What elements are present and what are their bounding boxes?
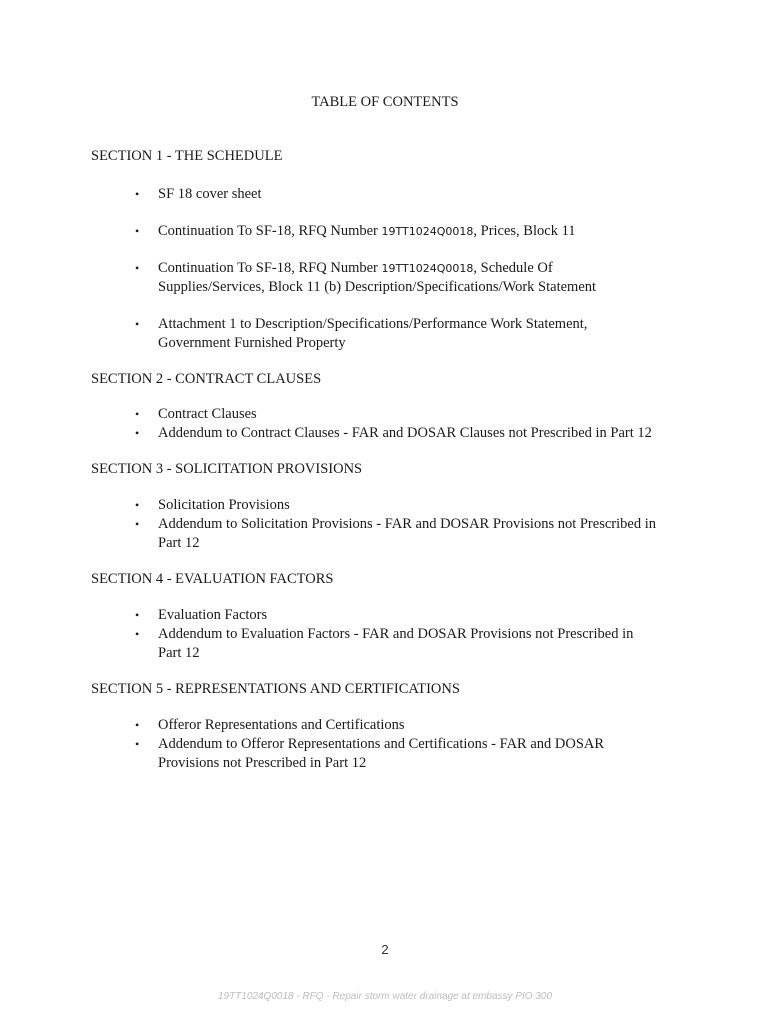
bullet-icon: • (135, 718, 140, 732)
table-of-contents (91, 147, 691, 773)
list-item[interactable] (91, 185, 691, 204)
list-item[interactable] (91, 259, 691, 297)
bullet-icon: • (135, 608, 140, 622)
item-text: Continuation To SF-18, RFQ Number (158, 260, 382, 276)
bullet-icon: • (135, 627, 140, 641)
list-item[interactable] (91, 222, 691, 241)
page-footer: 19TT1024Q0018 - RFQ - Repair storm water drainage at embassy PIO 300 (217, 991, 553, 1002)
section-heading: SECTION 1 - THE SCHEDULE (91, 148, 283, 164)
section-heading: SECTION 5 - REPRESENTATIONS AND CERTIFICATIONS (91, 681, 460, 697)
bullet-icon: • (135, 407, 140, 421)
section-5-items (91, 716, 691, 773)
item-text: Addendum to Evaluation Factors - FAR and DOSAR Provisions not Prescribed in (158, 626, 634, 642)
page-number: 2 (381, 942, 389, 957)
item-text-line2: Provisions not Prescribed in Part 12 (158, 755, 367, 771)
bullet-icon: • (135, 426, 140, 440)
bullet-icon: • (135, 517, 140, 531)
section-4 (91, 570, 691, 663)
item-text-suffix: , Schedule Of (473, 260, 553, 276)
list-item[interactable] (91, 716, 691, 735)
bullet-icon: • (135, 261, 140, 275)
list-item[interactable] (91, 315, 691, 353)
item-text-line2: Government Furnished Property (158, 335, 346, 351)
item-text: SF 18 cover sheet (158, 186, 262, 202)
section-5 (91, 680, 691, 773)
item-text: Attachment 1 to Description/Specifications/Performance Work Statement, (158, 316, 588, 332)
item-text: Contract Clauses (158, 406, 257, 422)
item-text-line2: Supplies/Services, Block 11 (b) Description/Specifications/Work Statement (158, 279, 597, 295)
item-text: Solicitation Provisions (158, 497, 290, 513)
item-text: Offeror Representations and Certifications (158, 717, 405, 733)
list-item[interactable] (91, 496, 691, 515)
section-1 (91, 147, 691, 353)
item-text: Continuation To SF-18, RFQ Number (158, 223, 382, 239)
item-text-suffix: , Prices, Block 11 (473, 223, 576, 239)
list-item[interactable] (91, 424, 691, 443)
rfq-number: 19TT1024Q0018 (381, 225, 474, 238)
section-2 (91, 370, 691, 443)
list-item[interactable] (91, 515, 691, 553)
section-2-items (91, 405, 691, 443)
item-text-line2: Part 12 (158, 645, 200, 661)
item-text: Addendum to Solicitation Provisions - FAR and DOSAR Provisions not Prescribed in (158, 516, 656, 532)
section-4-items (91, 606, 691, 663)
section-heading: SECTION 4 - EVALUATION FACTORS (91, 571, 334, 587)
page-title: TABLE OF CONTENTS (311, 94, 459, 110)
list-item[interactable] (91, 606, 691, 625)
bullet-icon: • (135, 187, 140, 201)
list-item[interactable] (91, 735, 691, 773)
section-1-items (91, 185, 691, 353)
section-heading: SECTION 2 - CONTRACT CLAUSES (91, 371, 322, 387)
item-text: Addendum to Contract Clauses - FAR and DOSAR Clauses not Prescribed in Part 12 (158, 425, 652, 441)
list-item[interactable] (91, 625, 691, 663)
rfq-number: 19TT1024Q0018 (381, 262, 474, 275)
item-text: Evaluation Factors (158, 607, 268, 623)
bullet-icon: • (135, 317, 140, 331)
item-text-line2: Part 12 (158, 535, 200, 551)
item-text: Addendum to Offeror Representations and Certifications - FAR and DOSAR (158, 736, 605, 752)
section-3-items (91, 496, 691, 553)
section-3 (91, 460, 691, 553)
bullet-icon: • (135, 737, 140, 751)
bullet-icon: • (135, 224, 140, 238)
bullet-icon: • (135, 498, 140, 512)
section-heading: SECTION 3 - SOLICITATION PROVISIONS (91, 461, 363, 477)
list-item[interactable] (91, 405, 691, 424)
